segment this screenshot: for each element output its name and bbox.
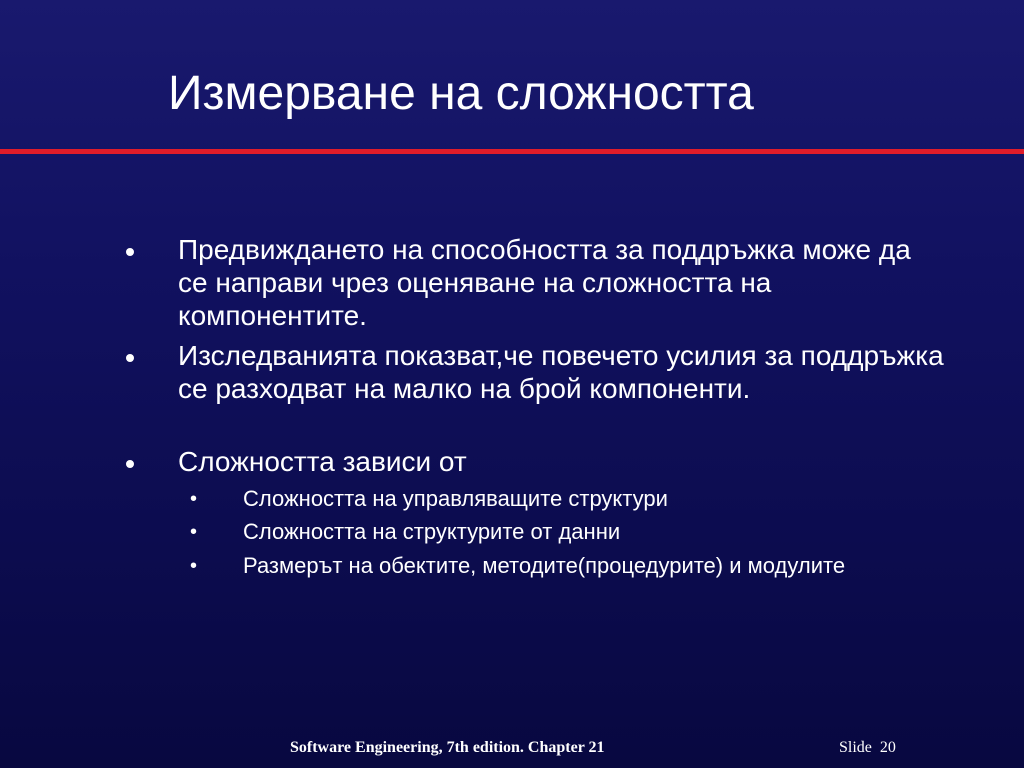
sub-bullet-text: Размерът на обектите, методите(процедурите) и модулите [243, 553, 846, 578]
sub-bullet-text: Сложността на управляващите структури [243, 486, 668, 511]
bullet-text: Сложността зависи от [178, 446, 467, 477]
bullet-text: Предвиждането на способността за поддръжка може да се направи чрез оценяване на сложността на компонентите. [178, 234, 911, 331]
sub-bullet-dot-icon: • [190, 521, 198, 543]
sub-bullet-item [190, 486, 923, 512]
slide-number: 20 [879, 739, 896, 756]
sub-bullet-item [190, 553, 883, 579]
slide-number-label [839, 738, 896, 758]
bullet-item [178, 339, 948, 405]
bullet-dot-icon [126, 460, 134, 468]
slide-title: Измерване на сложността [168, 67, 754, 120]
sub-bullet-item [190, 519, 923, 545]
bullet-dot-icon [126, 354, 134, 362]
sub-bullet-text: Сложността на структурите от данни [243, 519, 621, 544]
sub-bullet-dot-icon: • [190, 555, 198, 577]
bullet-item [178, 445, 948, 478]
bullet-item [178, 233, 948, 332]
bullet-dot-icon [126, 248, 134, 256]
footer-citation: Software Engineering, 7th edition. Chapter 21 [290, 739, 605, 756]
sub-bullet-dot-icon: • [190, 488, 198, 510]
slide-label: Slide [839, 739, 872, 756]
bullet-text: Изследванията показват,че повечето усилия за поддръжка се разходват на малко на брой компоненти. [178, 340, 944, 404]
